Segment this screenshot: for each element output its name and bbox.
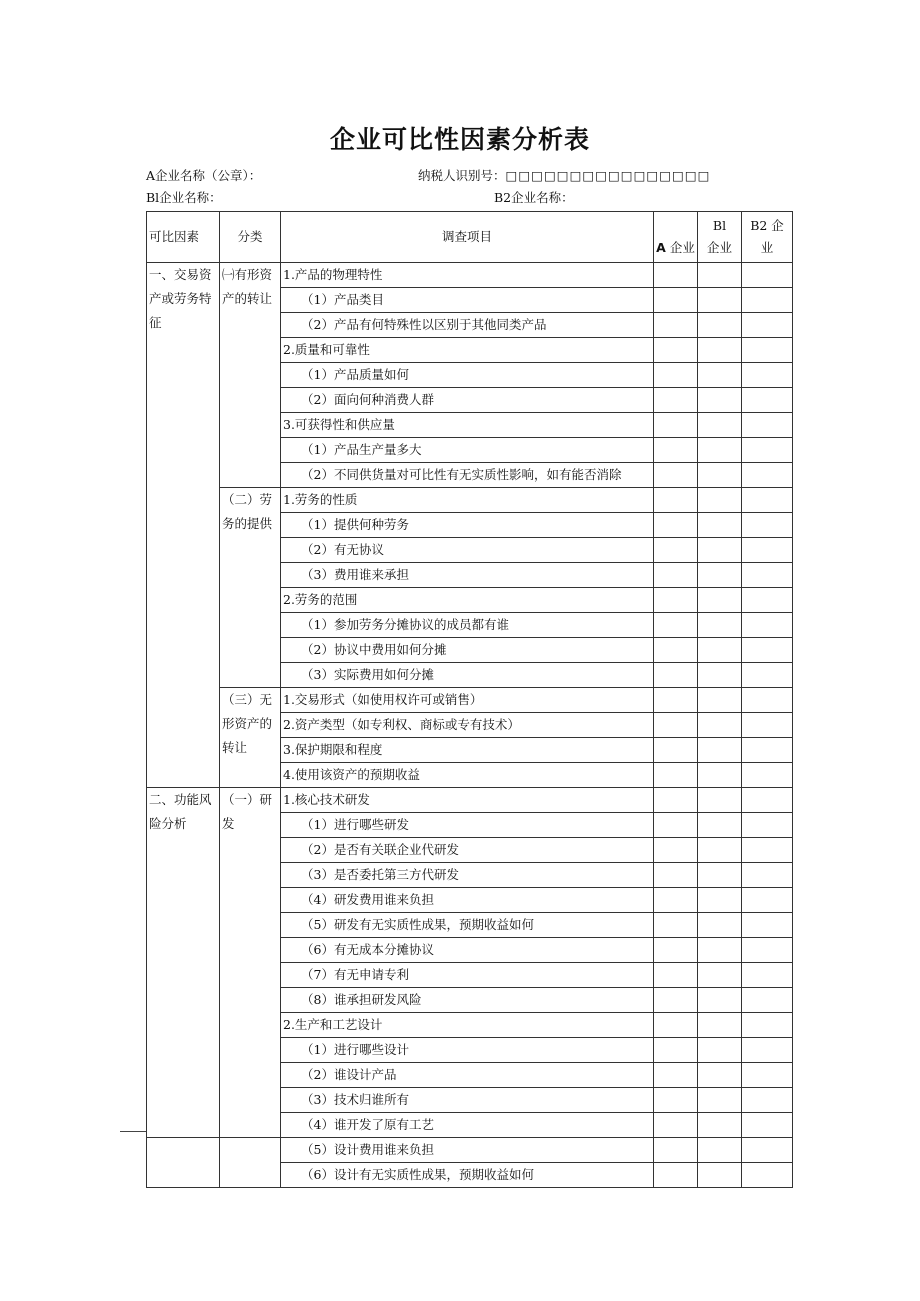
item-cell: （3）是否委托第三方代研发 [281, 863, 654, 888]
b1-company-cell[interactable] [698, 363, 742, 388]
a-company-cell[interactable] [654, 663, 698, 688]
b1-company-cell[interactable] [698, 988, 742, 1013]
item-cell: （6）设计有无实质性成果，预期收益如何 [281, 1163, 654, 1188]
item-cell: （2）谁设计产品 [281, 1063, 654, 1088]
b1-company-cell[interactable] [698, 288, 742, 313]
b2-company-cell[interactable] [742, 663, 793, 688]
factor-continuation-cell [147, 1138, 220, 1188]
b1-company-cell[interactable] [698, 538, 742, 563]
page-title: 企业可比性因素分析表 [329, 125, 590, 154]
a-company-cell[interactable] [654, 463, 698, 488]
b2-company-cell[interactable] [742, 763, 793, 788]
item-cell: （7）有无申请专利 [281, 963, 654, 988]
b1-company-cell[interactable] [698, 813, 742, 838]
b2-company-cell[interactable] [742, 538, 793, 563]
a-company-cell[interactable] [654, 588, 698, 613]
item-cell: （1）进行哪些设计 [281, 1038, 654, 1063]
item-cell: （1）参加劳务分摊协议的成员都有谁 [281, 613, 654, 638]
b1-company-cell[interactable] [698, 438, 742, 463]
col-a-company-header [654, 212, 698, 263]
a-company-cell[interactable] [654, 313, 698, 338]
col-b2-line1: B2 企 [750, 218, 784, 233]
a-company-cell[interactable] [654, 938, 698, 963]
a-company-cell[interactable] [654, 788, 698, 813]
a-company-cell[interactable] [654, 963, 698, 988]
category-intangible-assets: （三）无形资产的转让 [220, 688, 281, 788]
b2-company-cell[interactable] [742, 363, 793, 388]
b1-company-cell[interactable] [698, 638, 742, 663]
col-item-header: 调查项目 [281, 212, 654, 263]
col-category-header: 分类 [220, 212, 281, 263]
table-row [147, 788, 793, 813]
b2-company-cell[interactable] [742, 913, 793, 938]
a-company-cell[interactable] [654, 863, 698, 888]
a-company-cell[interactable] [654, 713, 698, 738]
b1-company-cell[interactable] [698, 463, 742, 488]
col-factor-header: 可比因素 [147, 212, 220, 263]
b2-company-cell[interactable] [742, 1163, 793, 1188]
b1-company-cell[interactable] [698, 613, 742, 638]
a-company-cell[interactable] [654, 563, 698, 588]
b1-company-cell[interactable] [698, 1038, 742, 1063]
item-cell: 1.劳务的性质 [281, 488, 654, 513]
a-company-cell[interactable] [654, 488, 698, 513]
b2-company-cell[interactable] [742, 863, 793, 888]
col-b1-company-header [698, 212, 742, 263]
item-cell: （4）谁开发了原有工艺 [281, 1113, 654, 1138]
b1-company-cell[interactable] [698, 263, 742, 288]
b2-company-cell[interactable] [742, 388, 793, 413]
b2-company-cell[interactable] [742, 1113, 793, 1138]
a-company-cell[interactable] [654, 638, 698, 663]
col-b2-line2: 业 [760, 240, 774, 255]
a-company-cell[interactable] [654, 538, 698, 563]
b1-company-cell[interactable] [698, 1138, 742, 1163]
b2-company-cell[interactable] [742, 738, 793, 763]
item-cell: （4）研发费用谁来负担 [281, 888, 654, 913]
item-cell: （2）是否有关联企业代研发 [281, 838, 654, 863]
a-company-cell[interactable] [654, 888, 698, 913]
a-company-cell[interactable] [654, 1063, 698, 1088]
b2-company-cell[interactable] [742, 838, 793, 863]
a-company-cell[interactable] [654, 288, 698, 313]
a-company-cell[interactable] [654, 838, 698, 863]
b2-company-cell[interactable] [742, 1038, 793, 1063]
category-tangible-assets: ㈠有形资产的转让 [220, 263, 281, 488]
table-row [147, 1138, 793, 1163]
a-company-cell[interactable] [654, 988, 698, 1013]
b1-company-cell[interactable] [698, 1063, 742, 1088]
item-cell: （2）协议中费用如何分摊 [281, 638, 654, 663]
col-b1-line1: Bl [712, 218, 727, 233]
item-cell: 1.产品的物理特性 [281, 263, 654, 288]
item-cell: （3）费用谁来承担 [281, 563, 654, 588]
b2-company-cell[interactable] [742, 888, 793, 913]
item-cell: 3.保护期限和程度 [281, 738, 654, 763]
item-cell: （2）不同供货量对可比性有无实质性影响，如有能否消除 [281, 463, 654, 488]
b1-company-cell[interactable] [698, 388, 742, 413]
b2-company-cell[interactable] [742, 938, 793, 963]
b2-company-cell[interactable] [742, 788, 793, 813]
b1-company-cell[interactable] [698, 1088, 742, 1113]
b1-company-cell[interactable] [698, 963, 742, 988]
col-b1-line2: 企业 [706, 240, 732, 255]
item-cell: （2）面向何种消费人群 [281, 388, 654, 413]
item-cell: （2）产品有何特殊性以区别于其他同类产品 [281, 313, 654, 338]
b2-company-cell[interactable] [742, 1063, 793, 1088]
col-b2-company-header [742, 212, 793, 263]
b2-company-cell[interactable] [742, 713, 793, 738]
b1-company-cell[interactable] [698, 513, 742, 538]
table-row [147, 488, 793, 513]
comparability-table [146, 211, 793, 1188]
item-cell: （1）产品质量如何 [281, 363, 654, 388]
a-company-cell[interactable] [654, 413, 698, 438]
a-company-cell[interactable] [654, 438, 698, 463]
b1-company-cell[interactable] [698, 913, 742, 938]
b1-company-cell[interactable] [698, 1113, 742, 1138]
a-company-cell[interactable] [654, 388, 698, 413]
b2-company-cell[interactable] [742, 563, 793, 588]
b2-company-cell[interactable] [742, 1138, 793, 1163]
item-cell: 2.劳务的范围 [281, 588, 654, 613]
factor-function-risk: 二、功能风险分析 [147, 788, 220, 1138]
item-cell: 1.交易形式（如使用权许可或销售） [281, 688, 654, 713]
item-cell: （6）有无成本分摊协议 [281, 938, 654, 963]
b1-company-cell[interactable] [698, 588, 742, 613]
a-company-cell[interactable] [654, 1088, 698, 1113]
a-company-cell[interactable] [654, 1138, 698, 1163]
b1-company-cell[interactable] [698, 863, 742, 888]
col-a-suffix: 企业 [665, 240, 695, 255]
a-company-cell[interactable] [654, 1163, 698, 1188]
a-company-cell[interactable] [654, 513, 698, 538]
b2-company-cell[interactable] [742, 313, 793, 338]
category-rnd: （一）研发 [220, 788, 281, 1138]
b2-company-cell[interactable] [742, 588, 793, 613]
item-cell: （3）技术归谁所有 [281, 1088, 654, 1113]
item-cell: （5）研发有无实质性成果，预期收益如何 [281, 913, 654, 938]
b2-company-cell[interactable] [742, 513, 793, 538]
item-cell: 1.核心技术研发 [281, 788, 654, 813]
item-cell: （1）提供何种劳务 [281, 513, 654, 538]
taxpayer-id-field [418, 166, 710, 184]
a-company-cell[interactable] [654, 1113, 698, 1138]
category-continuation-cell [220, 1138, 281, 1188]
b1-company-cell[interactable] [698, 338, 742, 363]
b2-company-cell[interactable] [742, 688, 793, 713]
item-cell: （1）进行哪些研发 [281, 813, 654, 838]
b2-company-label: B2企业名称： [494, 190, 574, 205]
a-company-cell[interactable] [654, 688, 698, 713]
a-company-cell[interactable] [654, 738, 698, 763]
a-company-cell[interactable] [654, 363, 698, 388]
b1-company-cell[interactable] [698, 1013, 742, 1038]
table-row [147, 263, 793, 288]
margin-line [120, 1131, 146, 1132]
b1-company-cell[interactable] [698, 1163, 742, 1188]
item-cell: （1）产品类目 [281, 288, 654, 313]
b1-company-cell[interactable] [698, 763, 742, 788]
b1-company-cell[interactable] [698, 888, 742, 913]
a-company-cell[interactable] [654, 263, 698, 288]
b1-company-label: Bl企业名称： [146, 190, 222, 205]
item-cell: （2）有无协议 [281, 538, 654, 563]
b2-company-cell[interactable] [742, 338, 793, 363]
a-company-label: A企业名称（公章）： [146, 168, 262, 183]
item-cell: （1）产品生产量多大 [281, 438, 654, 463]
a-company-cell[interactable] [654, 913, 698, 938]
b2-company-cell[interactable] [742, 413, 793, 438]
item-cell: （5）设计费用谁来负担 [281, 1138, 654, 1163]
b2-company-cell[interactable] [742, 463, 793, 488]
item-cell: 2.质量和可靠性 [281, 338, 654, 363]
b2-company-cell[interactable] [742, 488, 793, 513]
a-company-cell[interactable] [654, 813, 698, 838]
b1-company-cell[interactable] [698, 788, 742, 813]
table-row [147, 688, 793, 713]
b2-company-cell[interactable] [742, 613, 793, 638]
a-company-cell[interactable] [654, 338, 698, 363]
category-service-provision: （二）劳务的提供 [220, 488, 281, 688]
b1-company-cell[interactable] [698, 938, 742, 963]
a-company-cell[interactable] [654, 763, 698, 788]
a-company-cell[interactable] [654, 1038, 698, 1063]
item-cell: 2.资产类型（如专利权、商标或专有技术） [281, 713, 654, 738]
b2-company-cell[interactable] [742, 263, 793, 288]
b1-company-cell[interactable] [698, 738, 742, 763]
item-cell: 4.使用该资产的预期收益 [281, 763, 654, 788]
b1-company-cell[interactable] [698, 688, 742, 713]
item-cell: 3.可获得性和供应量 [281, 413, 654, 438]
a-company-cell[interactable] [654, 1013, 698, 1038]
b2-company-cell[interactable] [742, 988, 793, 1013]
b2-company-cell[interactable] [742, 638, 793, 663]
b1-company-cell[interactable] [698, 313, 742, 338]
b2-company-cell[interactable] [742, 1013, 793, 1038]
table-header-row [147, 212, 793, 263]
item-cell: 2.生产和工艺设计 [281, 1013, 654, 1038]
factor-transaction-features: 一、交易资产或劳务特征 [147, 263, 220, 788]
b2-company-cell[interactable] [742, 1088, 793, 1113]
b1-company-cell[interactable] [698, 663, 742, 688]
a-company-cell[interactable] [654, 613, 698, 638]
b1-company-cell[interactable] [698, 413, 742, 438]
b1-company-cell[interactable] [698, 488, 742, 513]
b2-company-cell[interactable] [742, 288, 793, 313]
b1-company-cell[interactable] [698, 713, 742, 738]
b1-company-cell[interactable] [698, 563, 742, 588]
b2-company-cell[interactable] [742, 813, 793, 838]
item-cell: （3）实际费用如何分摊 [281, 663, 654, 688]
col-a-prefix: A [656, 240, 666, 255]
b2-company-cell[interactable] [742, 438, 793, 463]
item-cell: （8）谁承担研发风险 [281, 988, 654, 1013]
b1-company-cell[interactable] [698, 838, 742, 863]
taxpayer-id-label: 纳税人识别号： [418, 168, 506, 183]
taxpayer-id-boxes: □□□□□□□□□□□□□□□□ [505, 168, 711, 183]
b2-company-cell[interactable] [742, 963, 793, 988]
